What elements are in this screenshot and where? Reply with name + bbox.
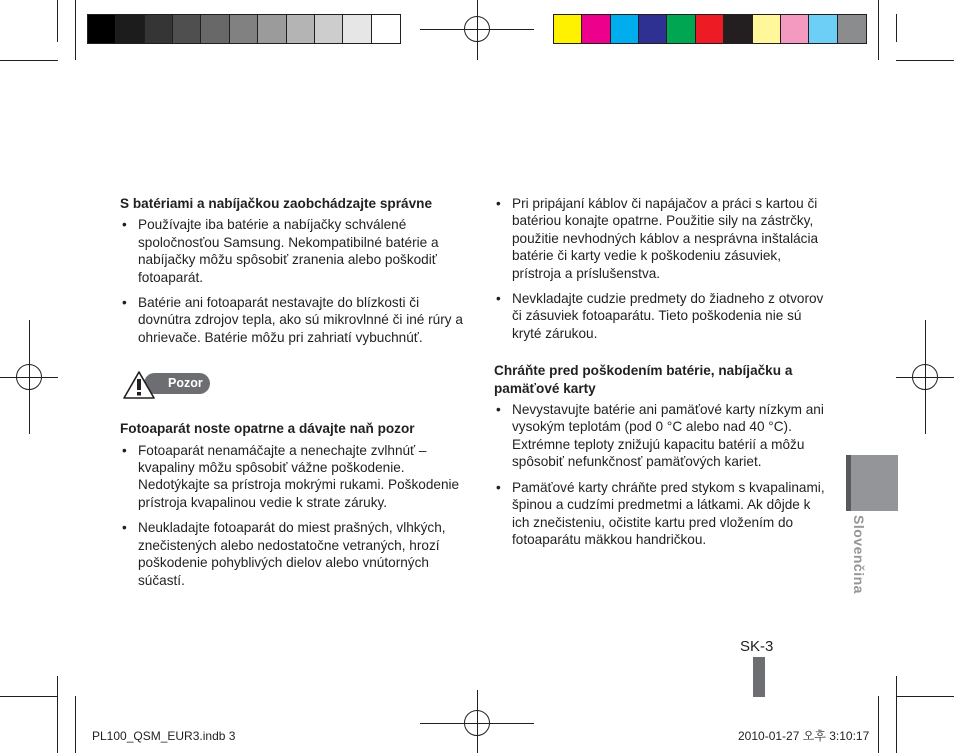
- color-swatch: [781, 15, 809, 43]
- registration-line: [477, 0, 478, 60]
- crop-mark: [896, 676, 897, 753]
- color-swatch: [258, 15, 286, 43]
- color-swatch: [639, 15, 667, 43]
- crop-mark: [896, 696, 954, 697]
- page-number: SK-3: [740, 638, 774, 655]
- crop-mark: [57, 0, 58, 42]
- color-swatch: [88, 15, 116, 43]
- list-item: • Nevystavujte batérie ani pamäťové karty nízkym ani vysokým teplotám (pod 0 °C alebo nad 40 °C). Extrémne teploty znižujú kapacitu batérií a môžu spôsobiť nefunkčnosť pamäťových kariet.: [494, 401, 829, 471]
- color-swatch: [838, 15, 866, 43]
- bullet-list: [120, 442, 465, 589]
- left-column: [120, 195, 465, 597]
- registration-line: [925, 320, 926, 434]
- bullet-list: [120, 216, 465, 346]
- crop-mark: [75, 696, 76, 753]
- list-item: • Batérie ani fotoaparát nestavajte do blízkosti či dovnútra zdrojov tepla, ako sú mikrovlnné či iné rúry a ohrievače. Batérie môžu pri zahriatí vybuchnúť.: [120, 294, 465, 346]
- crop-mark: [896, 60, 954, 61]
- list-item: • Neukladajte fotoaparát do miest prašných, vlhkých, znečistených alebo nedostatočne vetraných, hrozí poškodenie pohyblivých dielov alebo vnútorných súčastí.: [120, 519, 465, 589]
- color-swatch: [724, 15, 752, 43]
- crop-mark: [878, 696, 879, 753]
- color-swatch: [145, 15, 173, 43]
- list-item: • Pri pripájaní káblov či napájačov a práci s kartou či batériou konajte opatrne. Použitie sily na zástrčky, použitie nevhodných káblov a nesprávna inštalácia batérie či karty vedie k poškodeniu zásuviek, prístroja a príslušenstva.: [494, 195, 829, 282]
- warning-triangle-icon: [122, 370, 156, 400]
- bullet-list: [494, 195, 829, 342]
- color-swatch: [201, 15, 229, 43]
- list-item: • Nevkladajte cudzie predmety do žiadneho z otvorov či zásuviek fotoaparátu. Tieto poškodenia nie sú kryté zárukou.: [494, 290, 829, 342]
- list-item: • Pamäťové karty chráňte pred stykom s kvapalinami, špinou a cudzími predmetmi a látkami. Ak dôjde k ich znečisteniu, očistite kartu pred vložením do fotoaparátu mäkkou handričkou.: [494, 479, 829, 549]
- color-swatch: [287, 15, 315, 43]
- list-item: • Používajte iba batérie a nabíjačky schválené spoločnosťou Samsung. Nekompatibilné batérie a nabíjačky môžu spôsobiť zranenia alebo poškodiť fotoaparát.: [120, 216, 465, 286]
- registration-line: [477, 690, 478, 753]
- color-swatch: [696, 15, 724, 43]
- right-column: [494, 195, 829, 556]
- caution-banner: [120, 370, 465, 398]
- color-swatch: [611, 15, 639, 43]
- bullet-list: [494, 401, 829, 548]
- color-swatch: [753, 15, 781, 43]
- color-swatch: [315, 15, 343, 43]
- color-swatch: [582, 15, 610, 43]
- crop-mark: [0, 696, 58, 697]
- language-label: Slovenčina: [851, 515, 867, 594]
- page-number-bar: [753, 657, 765, 697]
- language-tab: [846, 455, 898, 511]
- section-heading: S batériami a nabíjačkou zaobchádzajte správne: [120, 196, 433, 211]
- caution-label: Pozor: [144, 373, 210, 394]
- color-swatch: [116, 15, 144, 43]
- color-swatch: [230, 15, 258, 43]
- crop-mark: [57, 676, 58, 753]
- color-swatch: [372, 15, 400, 43]
- color-swatch: [809, 15, 837, 43]
- color-swatch: [173, 15, 201, 43]
- footer-timestamp: 2010-01-27 오후 3:10:17: [738, 729, 870, 743]
- footer-filename: PL100_QSM_EUR3.indb 3: [92, 729, 236, 743]
- color-swatch: [667, 15, 695, 43]
- crop-mark: [0, 60, 58, 61]
- crop-mark: [878, 0, 879, 60]
- grayscale-color-bar: [87, 14, 401, 44]
- section-heading: Fotoaparát noste opatrne a dávajte naň pozor: [120, 421, 415, 437]
- color-swatch: [554, 15, 582, 43]
- section-heading: Chráňte pred poškodením batérie, nabíjačku a pamäťové karty: [494, 363, 793, 396]
- crop-mark: [896, 14, 897, 42]
- color-swatch: [343, 15, 371, 43]
- list-item: • Fotoaparát nenamáčajte a nenechajte zvlhnúť – kvapaliny môžu spôsobiť vážne poškodenie. Nedotýkajte sa prístroja mokrými rukami. Poškodenie prístroja kvapalinou vedie k strate záruky.: [120, 442, 465, 512]
- registration-line: [29, 320, 30, 434]
- process-color-bar: [553, 14, 867, 44]
- crop-mark: [75, 0, 76, 60]
- language-tab-edge: [846, 455, 851, 511]
